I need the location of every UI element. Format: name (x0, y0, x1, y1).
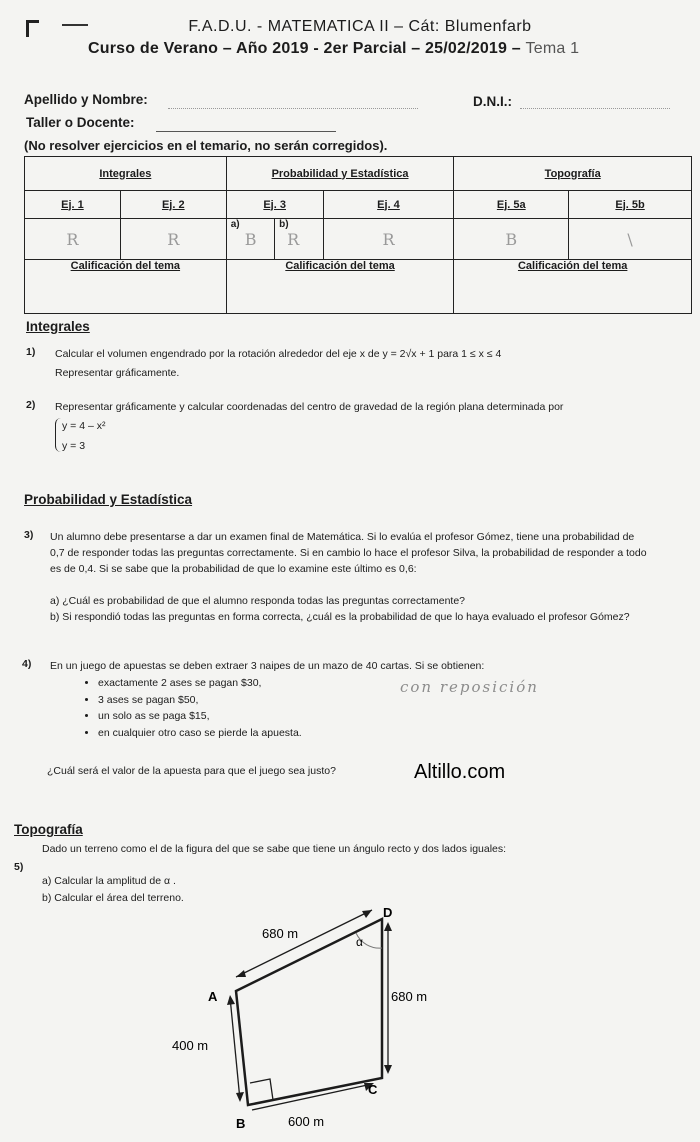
dim-bc-line (252, 1084, 372, 1110)
header-line2 (88, 40, 628, 58)
q3-b: b) Si respondió todas las preguntas en forma correcta, ¿cuál es la probabilidad de que lo haya evaluado el profesor Gómez? (50, 611, 630, 623)
q3-number: 3) (24, 529, 34, 541)
group-probabilidad: Probabilidad y Estadística (226, 157, 454, 191)
side-ab-label: 400 m (172, 1038, 209, 1053)
watermark: Altillo.com (414, 761, 506, 783)
q1-number: 1) (26, 346, 36, 358)
group-topografia: Topografía (454, 157, 692, 191)
q4-question: ¿Cuál será el valor de la apuesta para que el juego sea justo? (47, 765, 336, 777)
ej-5a: Ej. 5a (454, 191, 569, 219)
q3-text: Un alumno debe presentarse a dar un examen final de Matemática. Si lo evalúa el profesor Gómez, tiene una probabilidad de 0,7 de responder todas las preguntas correctamente. Si en cambio lo hace el profesor Silva, la probabilidad de responder a todo es de 0,4. Si se sabe que la probabilidad de que lo examine este último es 0,6: (50, 531, 647, 575)
section-topografia-title: Topografía (14, 822, 83, 837)
label-d: D (383, 905, 393, 920)
mark-ej2: R (120, 219, 226, 260)
q5-b: b) Calcular el área del terreno. (42, 892, 184, 904)
apellido-line (168, 108, 418, 109)
q4-item: • 3 ases se pagan $50, (98, 692, 302, 709)
header-dash (62, 24, 88, 26)
instructions-note: (No resolver ejercicios en el temario, no serán corregidos). (24, 138, 388, 153)
q5-a: a) Calcular la amplitud de α . (42, 875, 176, 887)
q2-eq2: y = 3 (62, 440, 86, 452)
q4-handwritten-note: con reposición (400, 678, 539, 696)
ej3-sub-a: a) (230, 219, 240, 230)
apellido-label: Apellido y Nombre: (24, 92, 148, 107)
terrain-figure (160, 896, 460, 1136)
mark-ej5b: \ (569, 219, 692, 260)
ej-5b: Ej. 5b (569, 191, 692, 219)
q2-eq1: y = 4 – x² (62, 420, 106, 432)
mark-ej3b: R (287, 230, 300, 249)
ej-1: Ej. 1 (25, 191, 121, 219)
grading-table (24, 156, 692, 314)
ej-2: Ej. 2 (120, 191, 226, 219)
mark-ej3 (226, 219, 323, 260)
q5-text: Dado un terreno como el de la figura del que se sabe que tiene un ángulo recto y dos lados iguales: (42, 843, 507, 855)
dim-dc-arrow-c (384, 1065, 392, 1074)
dim-ab-arrow-a (227, 995, 235, 1005)
label-b: B (236, 1116, 246, 1131)
calificacion-integrales: Calificación del tema (25, 260, 227, 314)
group-integrales: Integrales (25, 157, 227, 191)
ej-3: Ej. 3 (226, 191, 323, 219)
mark-ej3a: B (244, 230, 257, 249)
q1-text2: Representar gráficamente. (55, 367, 180, 379)
q4-number: 4) (22, 658, 32, 670)
label-c: C (368, 1082, 378, 1097)
dim-dc-arrow-d (384, 922, 392, 931)
right-angle-marker (250, 1079, 273, 1100)
ej3-sub-b: b) (279, 219, 289, 230)
q3-a: a) ¿Cuál es probabilidad de que el alumno responda todas las preguntas correctamente? (50, 595, 466, 607)
q4-text: En un juego de apuestas se deben extraer 3 naipes de un mazo de 40 cartas. Si se obtienen: (50, 660, 485, 672)
header-course: Curso de Verano – Año 2019 - 2er Parcial – 25/02/2019 – (88, 40, 521, 57)
dni-label: D.N.I.: (473, 94, 512, 109)
calificacion-topografia: Calificación del tema (454, 260, 692, 314)
label-a: A (208, 989, 218, 1004)
calificacion-probabilidad: Calificación del tema (226, 260, 454, 314)
system-brace (55, 418, 62, 452)
taller-label: Taller o Docente: (26, 115, 135, 130)
section-probabilidad-title: Probabilidad y Estadística (24, 492, 193, 507)
q2-number: 2) (26, 399, 36, 411)
taller-line (156, 131, 336, 132)
label-alpha: α (356, 935, 363, 949)
header-tema: Tema 1 (525, 40, 580, 57)
header-line1: F.A.D.U. - MATEMATICA II – Cát: Blumenfarb (188, 18, 532, 35)
mark-ej5a: B (454, 219, 569, 260)
dim-ad-arrow-a (236, 970, 246, 977)
q2-text: Representar gráficamente y calcular coordenadas del centro de gravedad de la región plana determinada por (55, 401, 564, 413)
side-bc-label: 600 m (288, 1114, 325, 1129)
q4-item: • un solo as se paga $15, (98, 708, 302, 725)
mark-ej1: R (25, 219, 121, 260)
q4-item: • exactamente 2 ases se pagan $30, (98, 675, 302, 692)
dim-ab-arrow-b (236, 1092, 244, 1102)
q4-item: • en cualquier otro caso se pierde la apuesta. (98, 725, 302, 742)
q4-list (82, 675, 302, 741)
q1-text: Calcular el volumen engendrado por la rotación alrededor del eje x de y = 2√x + 1 para 1 ≤ x ≤ 4 (55, 348, 502, 360)
q5-number: 5) (14, 861, 24, 873)
side-dc-label: 680 m (391, 989, 428, 1004)
corner-mark (26, 20, 39, 37)
ej-4: Ej. 4 (323, 191, 454, 219)
section-integrales-title: Integrales (26, 319, 90, 334)
mark-ej4: R (323, 219, 454, 260)
side-ad-label: 680 m (262, 926, 299, 941)
dni-line (520, 108, 670, 109)
dim-ad-line (236, 910, 372, 977)
